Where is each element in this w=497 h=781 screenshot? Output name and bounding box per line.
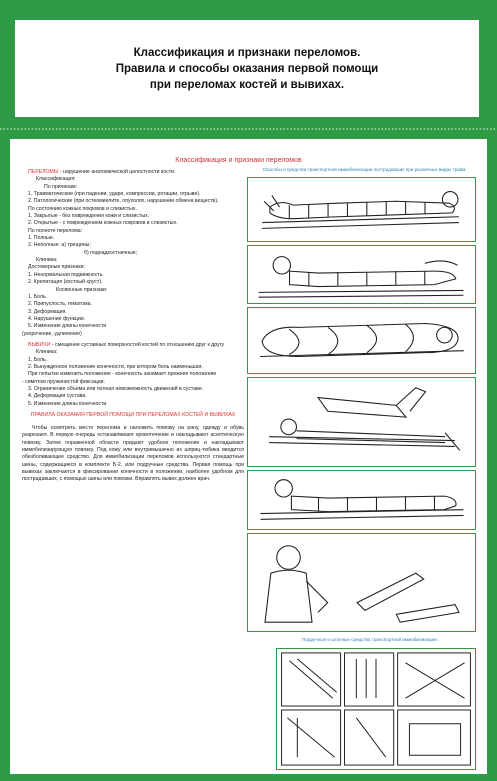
first-aid-paragraph: Чтобы осмотреть место перелома и наложить повязку на рану, одежду и обувь разрезают. В первую очередь останавливают кровотечение и накладывают асептическую повязку. Затем пораженной области придают удобное положение и накладывают иммобилизирующую повязку. Под кожу или внутримышечно из шприц-тюбика вводится обезболивающее средство. Для иммобилизации переломов используются стандартные шины, содержащиеся в комплекте Б-2, или подручные средства. Первая помощь при вывихах заключается в фиксировании конечности в положении, наиболее удобном для пострадавших, с помощью шины или повязки. Вправлять вывих должен врач. (22, 425, 244, 483)
illustration-splint-kits (276, 648, 476, 770)
illustration-body-immobilization (247, 470, 476, 530)
text-line: 2. Неполные: а) трещины; (28, 242, 91, 249)
illustration-full-body-splint (247, 177, 476, 242)
text-line: 2. Вынужденное положение конечности, при котором боль наименьшая. (28, 363, 203, 370)
illustration-arm-splint (247, 533, 476, 632)
text-line: 3. Деформация. (28, 308, 67, 315)
dislocations-term: ВЫВИХИ (28, 341, 51, 348)
illustration-stretcher-transport (247, 245, 476, 304)
text-line: 2. Припухлость, гематома. (28, 301, 92, 308)
text-line: 1. Полные. (28, 235, 55, 242)
dislocations-definition: ВЫВИХИ - смещение суставных поверхностей костей по отношению друг к другу (28, 341, 225, 348)
text-line: - симптом пружинистой фиксации. (22, 378, 105, 385)
title-line: Классификация и признаки переломов. (133, 46, 361, 59)
text-line: 2. Крепитация (костный хруст). (28, 279, 103, 286)
text-line: 4. Деформация сустава. (28, 393, 87, 400)
text-line: 1. Травматические (при падении, ударе, компрессии, ротации, отрыве). (28, 191, 201, 198)
text-line: 1. Ненормальная подвижность. (28, 271, 104, 278)
text-column (22, 169, 244, 484)
title-line: при переломах костей и вывихах. (149, 78, 345, 91)
text-line: (укорочение, удлинение) (22, 330, 82, 337)
text-line: Классификация: (36, 176, 76, 183)
text-line: 2. Патологические (при остеомиелите, опухолях, нарушении обмена веществ). (28, 198, 219, 205)
text-line: По полноте перелома: (28, 227, 83, 234)
title-line: Правила и способы оказания первой помощи (115, 62, 379, 75)
text-line: 4. Нарушение функции. (28, 315, 86, 322)
text-line: 5. Изменение длины конечности. (28, 400, 108, 407)
poster-title (116, 45, 378, 93)
header-box (15, 20, 479, 117)
illustration-leg-splint (247, 377, 476, 467)
caption-transport: Способы и средства транспортной иммобилизации пострадавших при различных видах травм (262, 167, 466, 172)
text-line: Клиника: (36, 257, 58, 264)
text-line: При попытке изменить положение - конечность занимает прежнее положение (28, 371, 217, 378)
text-line: 1. Боль. (28, 356, 48, 363)
first-aid-heading: ПРАВИЛА ОКАЗАНИЯ ПЕРВОЙ ПОМОЩИ ПРИ ПЕРЕЛОМАХ КОСТЕЙ И ВЫВИХАХ (30, 412, 236, 418)
ornament-divider (0, 127, 497, 131)
section-title: Классификация и признаки переломов (175, 157, 302, 164)
text-line: 1. Боль. (28, 293, 48, 300)
text-line: По состоянию кожных покровов и слизистых. (28, 205, 137, 212)
text-line: 5. Изменение длины конечности (28, 323, 107, 330)
fractures-term: ПЕРЕЛОМЫ (28, 169, 59, 175)
text-line: 3. Ограничение объема или полная невозможность движений в суставе. (28, 385, 204, 392)
fractures-definition: ПЕРЕЛОМЫ - нарушение анатомической целостности кости. (28, 169, 176, 175)
text-line: 2. Открытые - с повреждением кожных покровов и слизистых. (28, 220, 178, 227)
text-line: По причинам: (44, 183, 78, 190)
text-line: Клиника: (36, 349, 58, 356)
text-line: б) поднадкостничные; (84, 249, 138, 256)
caption-improvised: Подручные и штатные средства транспортной иммобилизации. (302, 637, 438, 642)
patient-stretcher-icon (248, 178, 475, 241)
text-line: Достоверные признаки: (28, 264, 85, 271)
text-line: 1. Закрытые - без повреждения кожи и слизистых. (28, 213, 150, 220)
illustration-wrapped-body (247, 307, 476, 374)
text-line: Косвенные признаки: (56, 286, 108, 293)
